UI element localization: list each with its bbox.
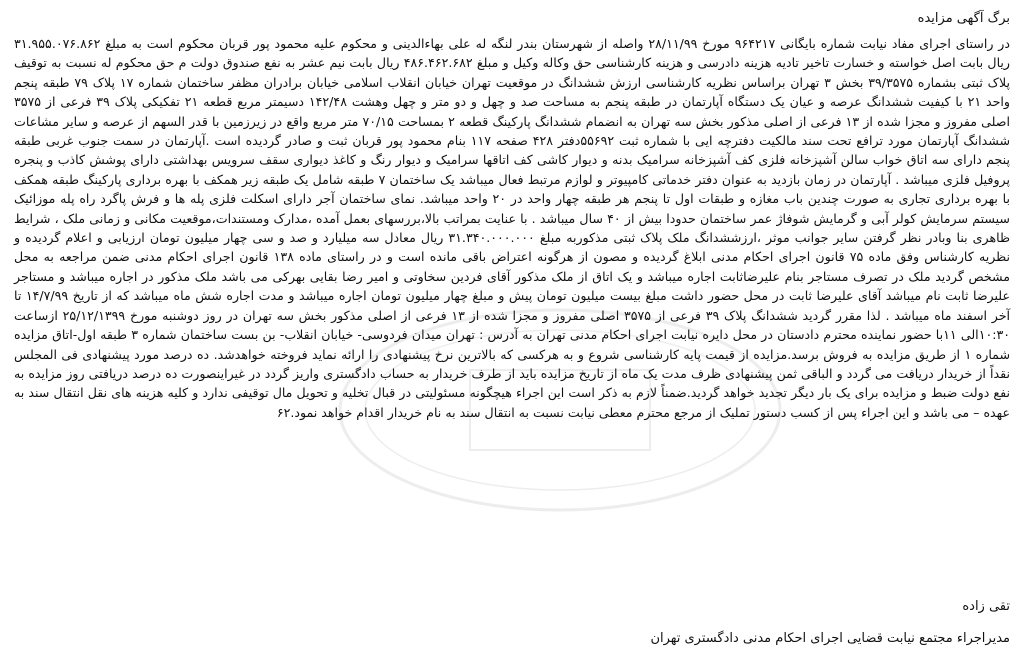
signer-name: تقی زاده (962, 599, 1010, 614)
notice-body: در راستای اجرای مفاد نیابت شماره بایگانی ۹۶۴۲۱۷ مورخ ۲۸/۱۱/۹۹ واصله از شهرستان بندر لنگه له علی بهاءالدینی و محکوم علیه محمود پور قربان محکوم است به مبلغ ۳۱.۹۵۵.۰۷۶.۸۶۲ ریال بابت اصل خواسته و خسارت تاخیر تادیه هزینه دادرسی و هزینه کارشناسی حق وکاله وکیل و مبلغ ۴۸۶.۴۶۲.۶۸۲ ریال بابت نیم عشر به نفع صندوق دولت م حق محکوم له نسبت به توقیف پلاک ثبتی بشماره ۳۹/۳۵۷۵ بخش ۳ تهران براساس نظریه کارشناسی ارزش ششدانگ در موقعیت تهران خیابان انقلاب اسلامی خیابان برادران مظفر ساختمان شماره ۱۷ پلاک ۷۹ طبقه پنجم واحد ۲۱ با کیفیت ششدانگ عرصه و عیان یک دستگاه آپارتمان در طبقه پنجم به مساحت صد و چهل و دو متر و چهل وهشت ۱۴۲/۴۸ دسیمتر مربع قطعه ۲۱ تفکیکی پلاک ۳۹ فرعی از ۳۵۷۵ اصلی مفروز و مجزا شده از ۱۳ فرعی از اصلی مذکور بخش سه تهران به انضمام ششدانگ پارکینگ قطعه ۲ بمساحت ۷۰/۱۵ متر مربع واقع در زیرزمین با قدر السهم از عرصه و سایر مشاعات ششدانگ آپارتمان مورد ترافع تحت سند مالکیت دفترچه ایی با شماره ثبت ۵۵۶۹۲دفتر ۴۲۸ صفحه ۱۱۷ بنام محمود پور قربان ثبت و صادر گردیده است .آپارتمان در سمت جنوب غربی طبقه پنجم دارای سه اتاق خواب سالن آشپزخانه فلزی کف آشپزخانه سرامیک بدنه و دیوار کاشی کف اتاقها سرامیک و دیوار رنگ و کاغذ دیواری سقف سرویس بهداشتی دارای پوشش کاذب و پنجره پروفیل فلزی میباشد . آپارتمان در زمان بازدید به عنوان دفتر خدماتی کامپیوتر و لوازم مرتبط فعال میباشد یک ساختمان ۷ طبقه شامل یک طبقه زیر همکف با بهره برداری پارکینگ طبقه همکف با بهره برداری تجاری به صورت چندین باب مغازه و طبقات اول تا پنجم هر طبقه چهار واحد در ۲۰ واحد میباشد. نمای ساختمان آجر دارای اسکلت فلزی پله ها و فرش پاگرد راه پله موزائیک سیستم سرمایش کولر آبی و گرمایش شوفاژ عمر ساختمان حدودا بیش از ۴۰ سال میباشد . با عنایت بمراتب بالا،بررسهای بعمل آمده ،مدارک ومستندات،موقعیت مکانی و زمانی ملک ، شرایط ظاهری بنا وبادر نظر گرفتن سایر جوانب موثر ،ارزششدانگ ملک پلاک ثبتی مذکوربه مبلغ ۳۱.۳۴۰.۰۰۰.۰۰۰ ریال معادل سه میلیارد و صد و سی چهار میلیون تومان ارزیابی و اعلام گردیده و نظریه کارشناس وفق ماده ۷۵ قانون اجرای احکام مدنی ابلاغ گردیده و مصون از هرگونه اعتراض باقی مانده است و در راستای ماده ۱۳۸ قانون اجرای احکام مدنی ضمن مراجعه به محل مشخص گردید ملک در تصرف مستاجر بنام علیرضاثابت اجاره میباشد و یک اتاق از ملک مذکور آقای فردین سخاوتی و امیر رضا بقایی بهرکی می باشد ملک مذکور در اجاره میباشد و مستاجر علیرضا ثابت نام میباشد آقای علیرضا ثابت در محل حضور داشت مبلغ بیست میلیون تومان پیش و مبلغ چهار میلیون تومان اجاره میباشد و مدت اجاره شش ماه میباشد که از تاریخ ۱۴/۷/۹۹ تا آخر اسفند ماه میباشد . لذا مقرر گردید ششدانگ پلاک ۳۹ فرعی از ۳۵۷۵ اصلی مفروز و مجزا شده از ۱۳ فرعی از اصلی مذکور بخش سه تهران در روز دوشنبه مورخ ۲۵/۱۲/۱۳۹۹ ازساعت ۱۰:۳۰الی ۱۱با حضور نماینده محترم دادستان در محل دایره نیابت اجرای احکام مدنی تهران به آدرس : تهران میدان فردوسی- خیابان انقلاب- بن بست ساختمان شماره ۳ طبقه اول-اتاق مزایده شماره ۱ از طریق مزایده به فروش برسد.مزایده از قیمت پایه کارشناسی شروع و به هرکسی که بالاترین نرخ پیشنهادی را ارائه نماید فروخته خواهدشد. ده درصد مورد پیشنهادی فی المجلس نقداً از خریدار دریافت می گردد و الباقی ثمن پیشنهادی ظرف مدت یک ماه از تاریخ مزایده باید از طرف خریدار به حساب دادگستری واریز گردد در غیراینصورت ده درصد دریافتی روز مزایده به نفع دولت ضبط و مزایده برای یک بار دیگر تجدید خواهد گردید.ضمناً لازم به ذکر است این اجراء هیچگونه مسئولیتی در قبال تخلیه و تحویل مال توقیفی ندارد و کلیه هزینه های نقل انتقال سند به عهده – می باشد و این اجراء پس از کسب دستور تملیک از مرجع محترم معطی نیابت نسبت به انتقال سند به نام خریدار اقدام خواهد نمود.۶۲ (14, 36, 1011, 420)
notice-title: برگ آگهی مزایده (917, 11, 1010, 26)
signature-block (14, 598, 1010, 648)
signer-role: مدیراجراء مجتمع نیابت قضایی اجرای احکام مدنی دادگستری تهران (650, 631, 1010, 646)
